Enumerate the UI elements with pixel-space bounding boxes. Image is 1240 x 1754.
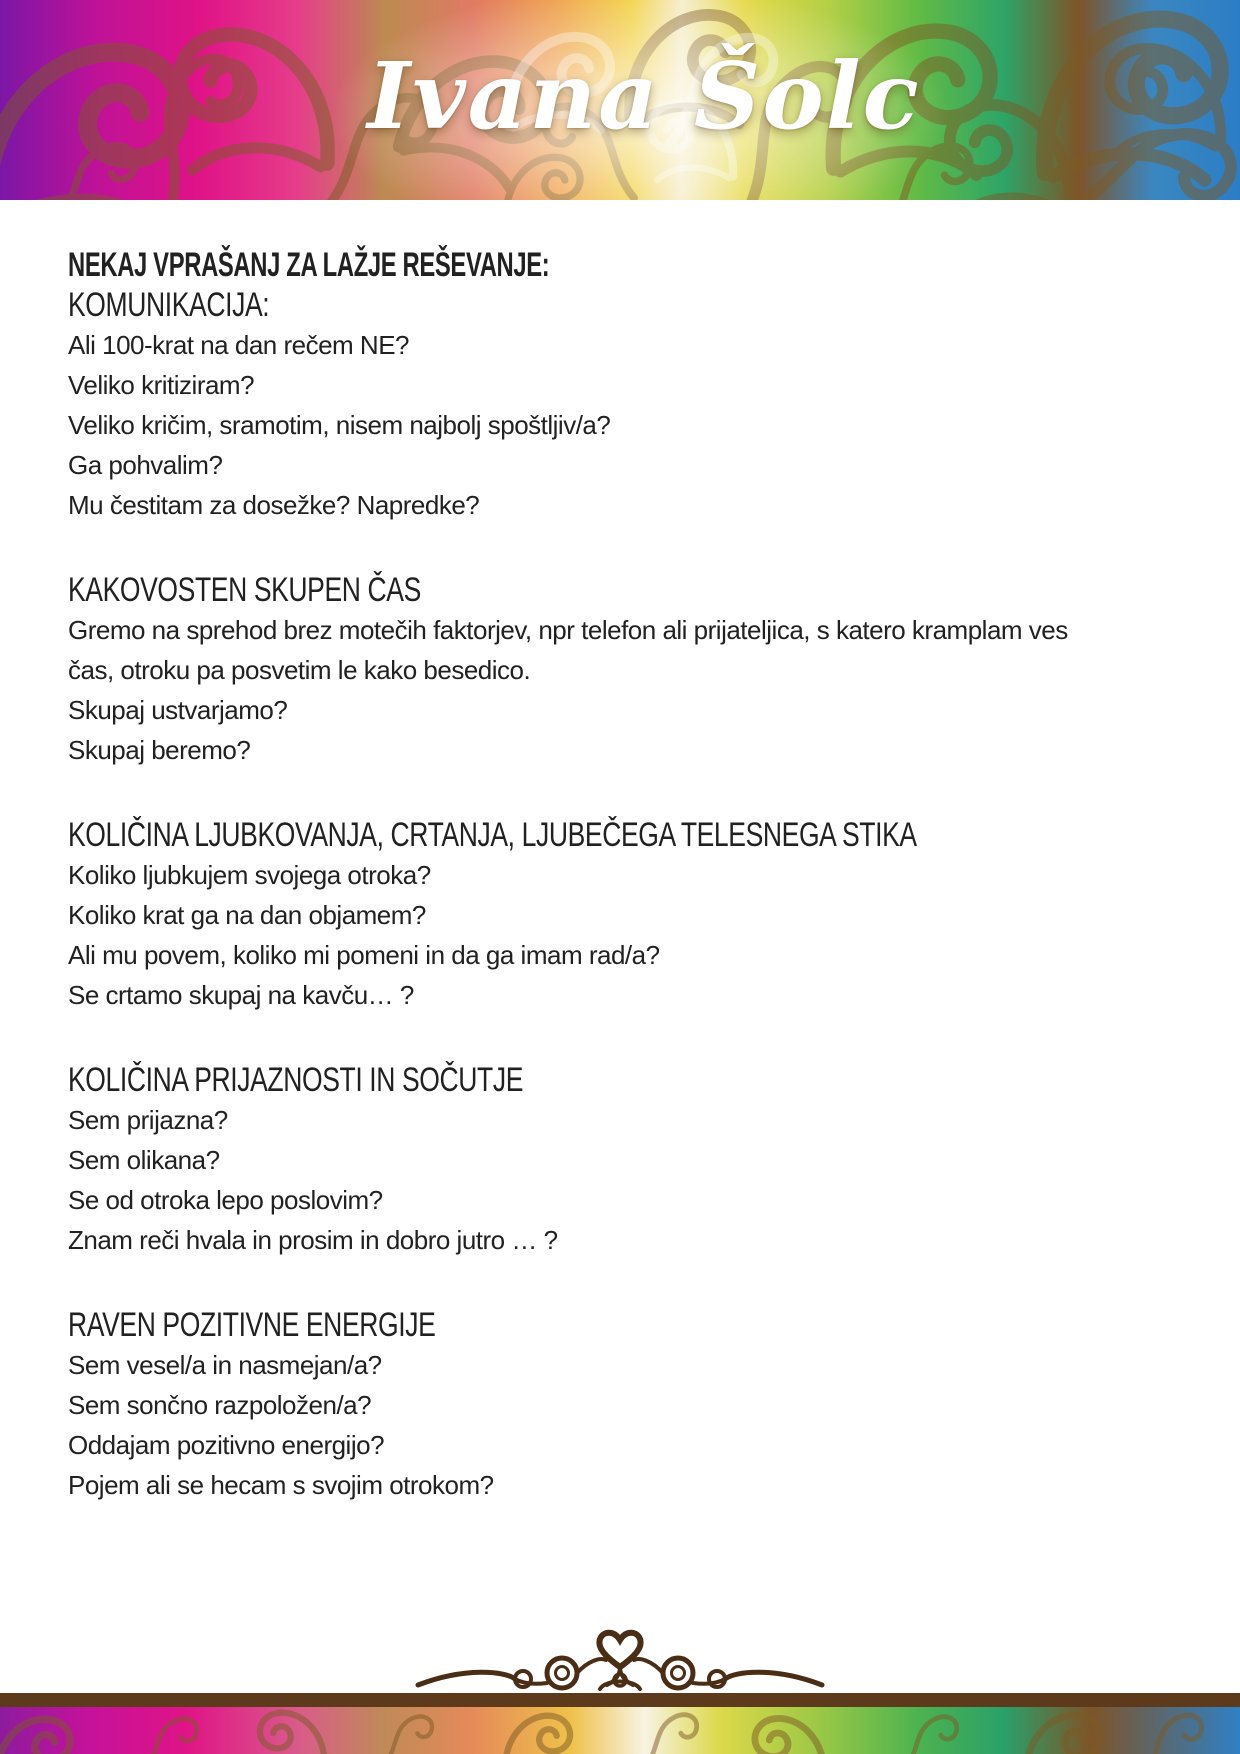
question-line: Veliko kričim, sramotim, nisem najbolj spoštljiv/a? bbox=[68, 410, 611, 440]
footer-bar bbox=[0, 1693, 1240, 1707]
logo-script-text: Ivana Šolc bbox=[367, 42, 921, 150]
footer-damask-art bbox=[0, 1707, 1240, 1754]
question-line: Znam reči hvala in prosim in dobro jutro … ? bbox=[68, 1225, 558, 1255]
header-damask-art bbox=[0, 0, 1240, 200]
section-heading: KOLIČINA PRIJAZNOSTI IN SOČUTJE bbox=[68, 1061, 524, 1099]
question-line: Mu čestitam za dosežke? Napredke? bbox=[68, 490, 480, 520]
section-4 bbox=[68, 1305, 1180, 1505]
section-0 bbox=[68, 285, 1180, 525]
question-line: Sem vesel/a in nasmejan/a? bbox=[68, 1350, 382, 1380]
section-2 bbox=[68, 815, 1180, 1015]
center-glow bbox=[330, 0, 950, 200]
question-line: Veliko kritiziram? bbox=[68, 370, 255, 400]
question-line: Ga pohvalim? bbox=[68, 450, 223, 480]
question-line: Oddajam pozitivno energijo? bbox=[68, 1430, 385, 1460]
question-line: Ali mu povem, koliko mi pomeni in da ga imam rad/a? bbox=[68, 940, 660, 970]
document-body bbox=[68, 245, 1180, 1505]
page-title: NEKAJ VPRAŠANJ ZA LAŽJE REŠEVANJE: bbox=[68, 246, 550, 284]
question-line: Skupaj ustvarjamo? bbox=[68, 695, 288, 725]
section-heading: KOLIČINA LJUBKOVANJA, CRTANJA, LJUBEČEGA TELESNEGA STIKA bbox=[68, 816, 917, 854]
section-heading: RAVEN POZITIVNE ENERGIJE bbox=[68, 1306, 436, 1344]
question-line: Se crtamo skupaj na kavču… ? bbox=[68, 980, 414, 1010]
question-line: Ali 100-krat na dan rečem NE? bbox=[68, 330, 410, 360]
question-line: Koliko krat ga na dan objamem? bbox=[68, 900, 426, 930]
question-line: Pojem ali se hecam s svojim otrokom? bbox=[68, 1470, 494, 1500]
footer-banner bbox=[0, 1707, 1240, 1754]
section-1 bbox=[68, 570, 1180, 770]
question-sections bbox=[68, 285, 1180, 1505]
section-heading: KOMUNIKACIJA: bbox=[68, 286, 270, 324]
footer-flourish-ornament bbox=[410, 1617, 830, 1693]
header-banner bbox=[0, 0, 1240, 200]
question-line: Sem prijazna? bbox=[68, 1105, 228, 1135]
section-3 bbox=[68, 1060, 1180, 1260]
question-line: čas, otroku pa posvetim le kako besedico. bbox=[68, 655, 531, 685]
question-line: Gremo na sprehod brez motečih faktorjev, npr telefon ali prijateljica, s katero kramplam ves bbox=[68, 615, 1068, 645]
question-line: Se od otroka lepo poslovim? bbox=[68, 1185, 383, 1215]
question-line: Skupaj beremo? bbox=[68, 735, 251, 765]
section-heading: KAKOVOSTEN SKUPEN ČAS bbox=[68, 571, 421, 609]
question-line: Sem sončno razpoložen/a? bbox=[68, 1390, 372, 1420]
question-line: Sem olikana? bbox=[68, 1145, 220, 1175]
question-line: Koliko ljubkujem svojega otroka? bbox=[68, 860, 431, 890]
